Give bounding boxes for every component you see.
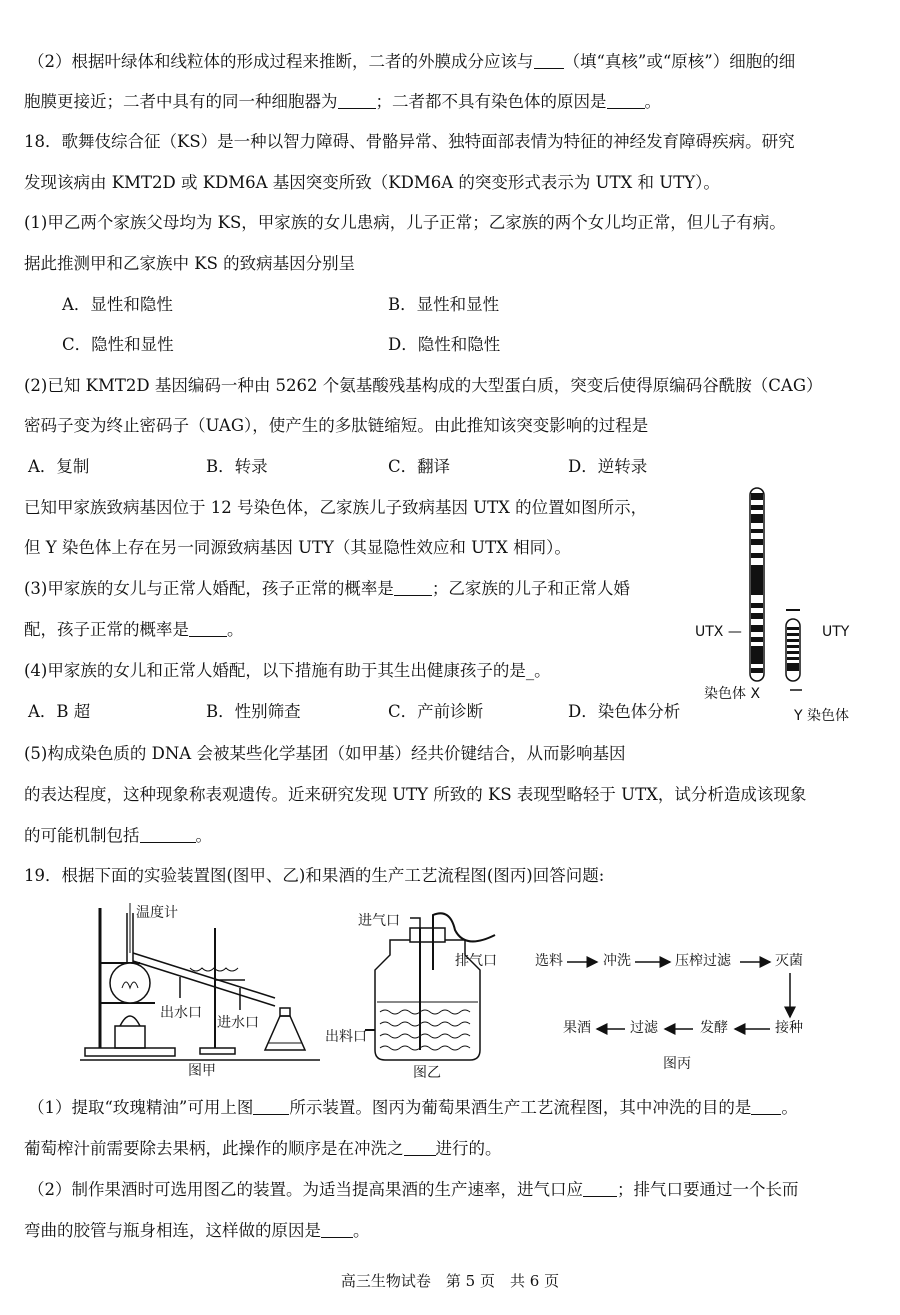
q18-p3-line1: [24, 581, 630, 598]
q18-p1-option-b[interactable]: B．显性和显性: [388, 295, 500, 314]
figure-bing: [535, 945, 845, 1075]
text: 葡萄榨汁前需要除去果柄，此操作的顺序是在冲洗之: [24, 1139, 404, 1158]
flow-step-press-filter: 压榨过滤: [675, 953, 731, 969]
q18-p4-option-a[interactable]: A．B 超: [28, 702, 91, 721]
text: 。: [781, 1098, 798, 1117]
page-footer: 高三生物试卷 第 5 页 共 6 页: [340, 1272, 560, 1290]
q18-p5-line2: 的表达程度，这种现象称表观遗传。近来研究发现 UTY 所致的 KS 表现型略轻于 UTX，试分析造成该现象: [24, 785, 807, 804]
q19-p1-line2: [24, 1141, 502, 1158]
answer-blank[interactable]: [253, 1100, 289, 1115]
q18-intro-line1: 18．歌舞伎综合征（KS）是一种以智力障碍、骨骼异常、独特面部表情为特征的神经发育障碍疾病。研究: [24, 132, 795, 151]
text: 。: [644, 92, 661, 111]
q19-p1-line1: [28, 1100, 798, 1117]
text: 进行的。: [435, 1139, 502, 1158]
q17-2-line1: [28, 54, 795, 71]
gas-inlet-label: 进气口: [358, 913, 400, 929]
q19-p2-line2: [24, 1223, 370, 1240]
answer-blank[interactable]: [404, 1141, 436, 1156]
text: ；乙家族的儿子和正常人婚: [431, 579, 630, 598]
answer-blank[interactable]: [189, 622, 227, 637]
text: ；二者都不具有染色体的原因是: [375, 92, 607, 111]
q18-p5-line3: [24, 828, 212, 845]
answer-blank[interactable]: [338, 94, 376, 109]
q18-p2-option-b[interactable]: B．转录: [206, 457, 268, 476]
flow-step-filter: 过滤: [630, 1020, 658, 1036]
figure-yi: [325, 910, 525, 1080]
text: (3)甲家族的女儿与正常人婚配，孩子正常的概率是: [24, 579, 394, 598]
answer-blank[interactable]: [607, 94, 645, 109]
q18-p2-line2: 密码子变为终止密码子（UAG），使产生的多肽链缩短。由此推知该突变影响的过程是: [24, 416, 649, 435]
q18-p1-line1: (1)甲乙两个家族父母均为 KS，甲家族的女儿患病，儿子正常；乙家族的两个女儿均正常，但儿子有病。: [24, 213, 786, 232]
text: 弯曲的胶管与瓶身相连，这样做的原因是: [24, 1221, 321, 1240]
answer-blank[interactable]: [394, 581, 432, 596]
text: 配，孩子正常的概率是: [24, 620, 189, 639]
flow-step-wash: 冲洗: [603, 953, 631, 969]
text: 。: [195, 826, 212, 845]
chromosome-figure: [690, 485, 890, 730]
fermentation-bottle: [325, 910, 525, 1080]
figure-bing-caption: 图丙: [663, 1056, 691, 1072]
q18-known-line2: 但 Y 染色体上存在另一同源致病基因 UTY（其显隐性效应和 UTX 相同）。: [24, 538, 571, 557]
utx-label: UTX —: [695, 624, 742, 640]
answer-blank[interactable]: [583, 1182, 617, 1197]
water-inlet-label: 进水口: [217, 1015, 259, 1031]
text: 。: [227, 620, 244, 639]
q18-p1-option-a[interactable]: A．显性和隐性: [62, 295, 173, 314]
q18-p2-option-d[interactable]: D．逆转录: [568, 457, 648, 476]
answer-blank[interactable]: [751, 1100, 781, 1115]
q18-p2-option-c[interactable]: C．翻译: [388, 457, 451, 476]
q18-p3-line2: [24, 622, 244, 639]
gas-outlet-label: 排气口: [455, 953, 497, 969]
q18-p2-option-a[interactable]: A．复制: [28, 457, 90, 476]
q18-p5-line1: (5)构成染色质的 DNA 会被某些化学基团（如甲基）经共价键结合，从而影响基因: [24, 744, 626, 763]
thermometer-label: 温度计: [136, 905, 178, 921]
flow-step-inoculate: 接种: [775, 1020, 803, 1036]
flow-step-ferment: 发酵: [700, 1020, 728, 1036]
text: （2）制作果酒时可选用图乙的装置。为适当提高果酒的生产速率，进气口应: [28, 1180, 583, 1199]
y-chromosome-caption: Y 染色体: [794, 708, 850, 724]
q18-p4-option-c[interactable]: C．产前诊断: [388, 702, 484, 721]
q18-p2-line1: (2)已知 KMT2D 基因编码一种由 5262 个氨基酸残基构成的大型蛋白质，突变后使得原编码谷酰胺（CAG）: [24, 376, 823, 395]
answer-blank[interactable]: [534, 54, 564, 69]
text: 的可能机制包括: [24, 826, 140, 845]
text: （2）根据叶绿体和线粒体的形成过程来推断，二者的外膜成分应该与: [28, 52, 534, 71]
q18-p4-line: (4)甲家族的女儿和正常人婚配，以下措施有助于其生出健康孩子的是_。: [24, 661, 551, 680]
q18-p1-line2: 据此推测甲和乙家族中 KS 的致病基因分别呈: [24, 254, 356, 273]
q18-p4-option-b[interactable]: B．性别筛查: [206, 702, 301, 721]
q18-intro-line2: 发现该病由 KMT2D 或 KDM6A 基因突变所致（KDM6A 的突变形式表示为 UTX 和 UTY）。: [24, 173, 720, 192]
figure-jia-caption: 图甲: [188, 1063, 216, 1079]
text: 。: [353, 1221, 370, 1240]
text: （1）提取“玫瑰精油”可用上图: [28, 1098, 254, 1117]
q19-p2-line1: [28, 1182, 799, 1199]
q18-p1-option-d[interactable]: D．隐性和隐性: [388, 335, 501, 354]
q18-known-line1: 已知甲家族致病基因位于 12 号染色体，乙家族儿子致病基因 UTX 的位置如图所示，: [24, 498, 648, 517]
flow-step-wine: 果酒: [563, 1020, 591, 1036]
answer-blank[interactable]: [321, 1223, 353, 1238]
q18-p1-option-c[interactable]: C．隐性和显性: [62, 335, 174, 354]
uty-label: UTY: [822, 624, 850, 640]
text: （填“真核”或“原核”）细胞的细: [563, 52, 796, 71]
text: ；排气口要通过一个长而: [617, 1180, 799, 1199]
figure-yi-caption: 图乙: [413, 1065, 441, 1081]
flow-step-sterilize: 灭菌: [775, 953, 803, 969]
q19-intro: 19．根据下面的实验装置图(图甲、乙)和果酒的生产工艺流程图(图丙)回答问题:: [24, 866, 605, 885]
text: 所示装置。图丙为葡萄果酒生产工艺流程图，其中冲洗的目的是: [289, 1098, 752, 1117]
answer-blank[interactable]: [140, 828, 196, 843]
q17-2-line2: [24, 94, 661, 111]
figure-jia: [80, 898, 320, 1078]
flow-step-select: 选料: [535, 953, 563, 969]
text: 胞膜更接近；二者中具有的同一种细胞器为: [24, 92, 338, 111]
q18-p4-option-d[interactable]: D．染色体分析: [568, 702, 681, 721]
distillation-apparatus: [80, 898, 320, 1078]
water-outlet-label: 出水口: [160, 1005, 202, 1021]
x-chromosome-caption: 染色体 X: [704, 686, 761, 702]
material-outlet-label: 出料口: [325, 1029, 367, 1045]
